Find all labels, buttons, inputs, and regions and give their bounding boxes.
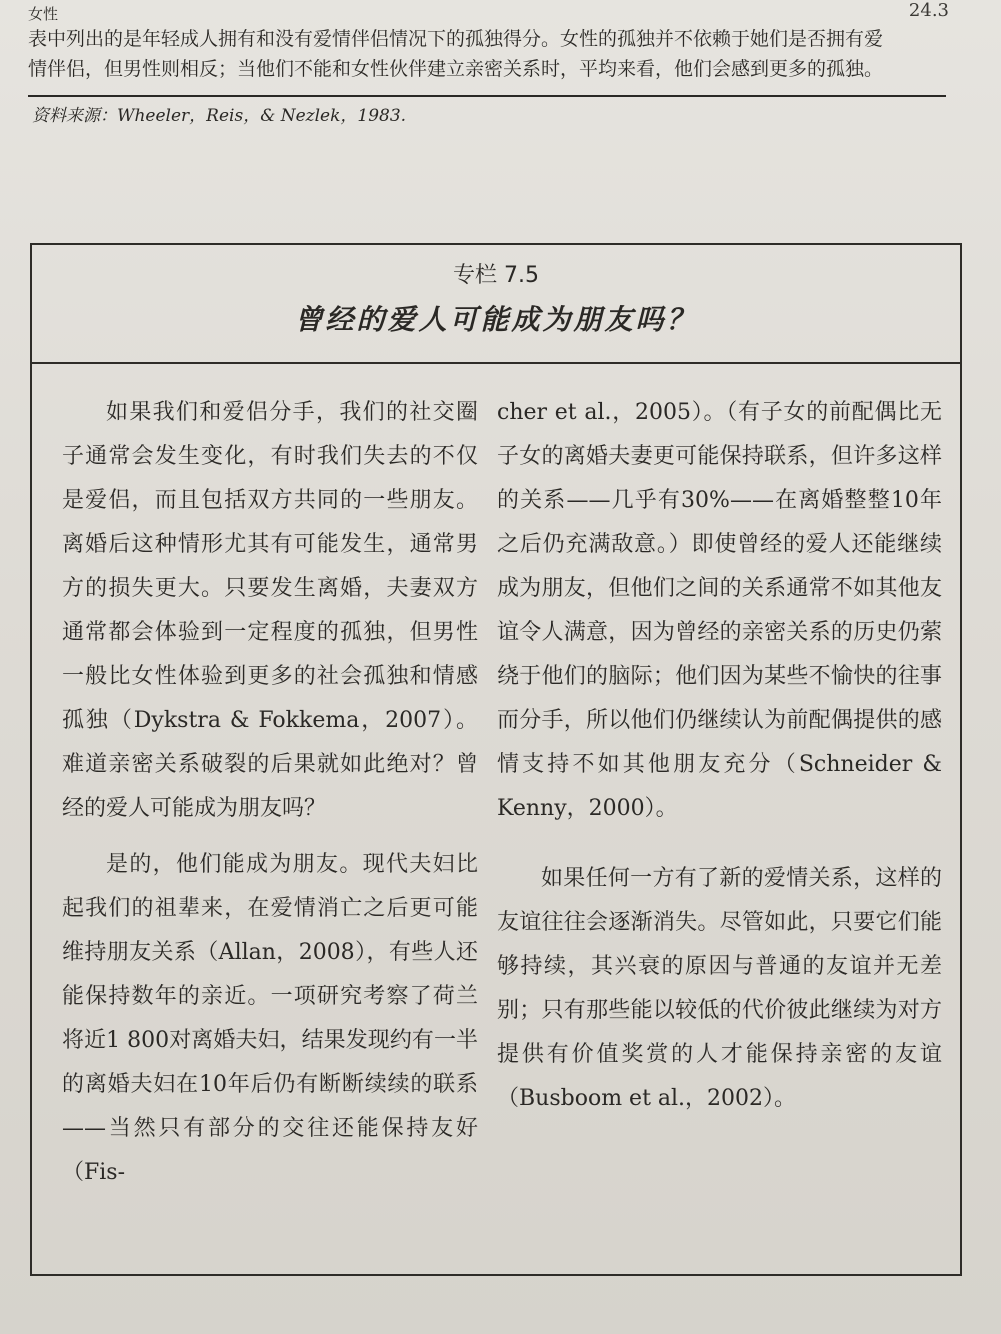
table-note — [28, 4, 958, 84]
box-title: 曾经的爱人可能成为朋友吗？ — [294, 303, 698, 336]
table-note-line: 情伴侣，但男性则相反；当他们不能和女性伙伴建立亲密关系时，平均来看，他们会感到更多的孤独。 — [28, 58, 884, 80]
sidebar-box-header — [32, 245, 960, 364]
paragraph: 是的，他们能成为朋友。现代夫妇比起我们的祖辈来，在爱情消亡之后更可能维持朋友关系（Allan，2008），有些人还能保持数年的亲近。一项研究考察了荷兰将近1 800对离婚夫妇，结果发现约有一半的离婚夫妇在10年后仍有断断续续的联系——当然只有部分的交往还能保持友好（Fis- — [62, 852, 478, 1185]
paragraph: cher et al.，2005）。（有子女的前配偶比无子女的离婚夫妻更可能保持联系，但许多这样的关系——几乎有30%——在离婚整整10年之后仍充满敌意。）即使曾经的爱人还能继续成为朋友，但他们之间的关系通常不如其他友谊令人满意，因为曾经的亲密关系的历史仍萦绕于他们的脑际；他们因为某些不愉快的往事而分手，所以他们仍继续认为前配偶提供的感情支持不如其他朋友充分（Schneider & Kenny，2000）。 — [497, 400, 942, 821]
table-bottom-rule — [28, 95, 946, 97]
table-note-label: 女性 — [28, 5, 59, 23]
left-column — [62, 391, 478, 1195]
page-number: 24.3 — [908, 0, 949, 21]
table-note-line: 表中列出的是年轻成人拥有和没有爱情伴侣情况下的孤独得分。女性的孤独并不依赖于她们是否拥有爱 — [28, 28, 884, 50]
paragraph: 如果我们和爱侣分手，我们的社交圈子通常会发生变化，有时我们失去的不仅是爱侣，而且包括双方共同的一些朋友。离婚后这种情形尤其有可能发生，通常男方的损失更大。只要发生离婚，夫妻双方通常都会体验到一定程度的孤独，但男性一般比女性体验到更多的社会孤独和情感孤独（Dykstra & Fokkema，2007）。难道亲密关系破裂的后果就如此绝对？曾经的爱人可能成为朋友吗？ — [62, 400, 478, 821]
paragraph: 如果任何一方有了新的爱情关系，这样的友谊往往会逐渐消失。尽管如此，只要它们能够持续，其兴衰的原因与普通的友谊并无差别；只有那些能以较低的代价彼此继续为对方提供有价值奖赏的人才能保持亲密的友谊（Busboom et al.，2002）。 — [497, 866, 942, 1111]
right-column — [497, 391, 942, 1121]
box-label: 专栏 7.5 — [453, 263, 539, 288]
sidebar-box — [30, 243, 962, 1276]
table-source: 资料来源：Wheeler，Reis，& Nezlek，1983. — [32, 106, 407, 126]
